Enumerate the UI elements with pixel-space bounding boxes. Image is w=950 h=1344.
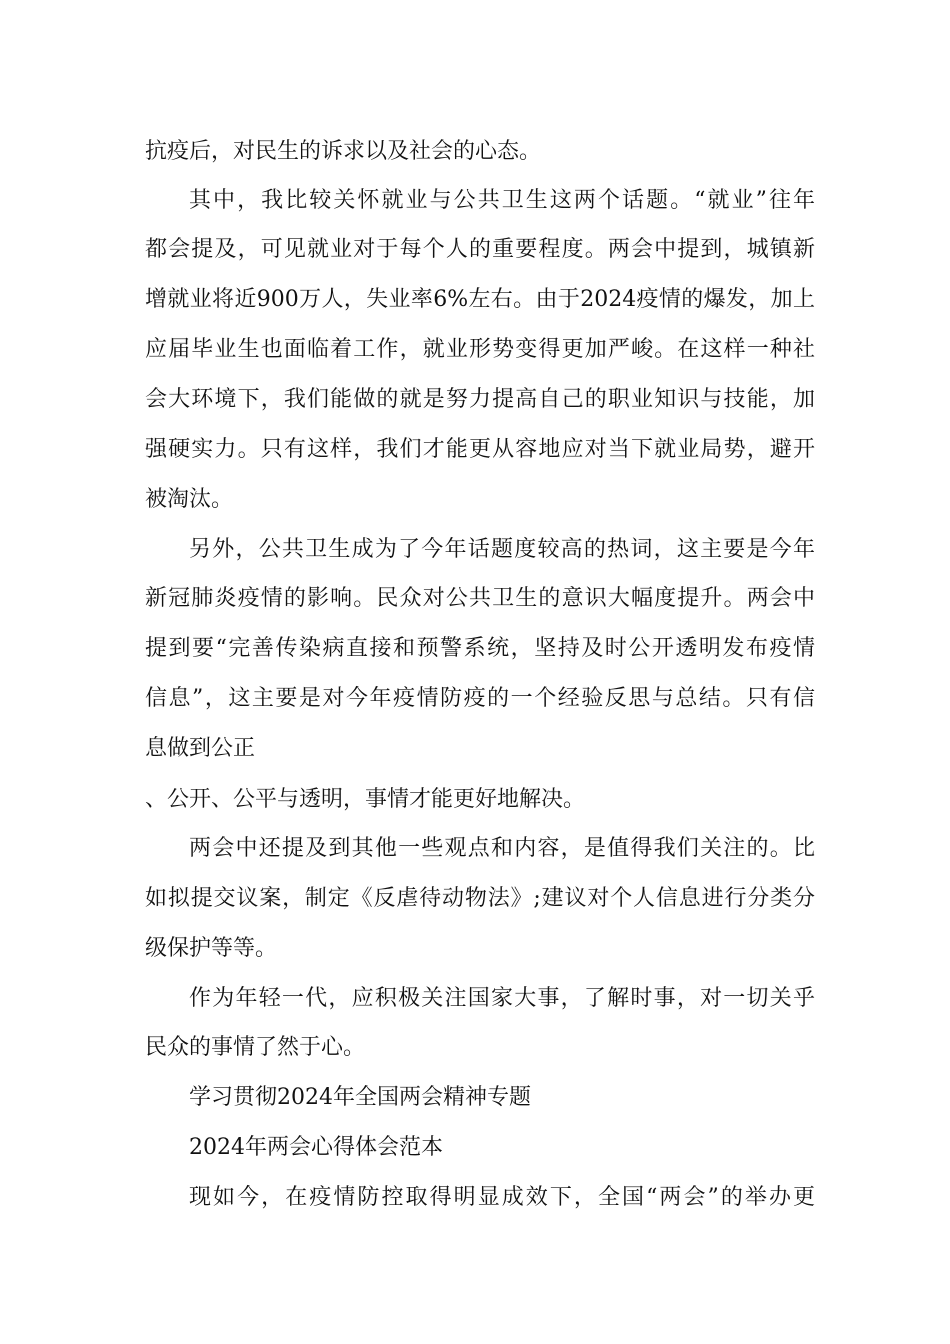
text-line: 新冠肺炎疫情的影响。民众对公共卫生的意识大幅度提升。两会中 xyxy=(145,586,815,611)
text-line: 应届毕业生也面临着工作，就业形势变得更加严峻。在这样一种社 xyxy=(145,337,815,362)
text-line: 都会提及，可见就业对于每个人的重要程度。两会中提到，城镇新 xyxy=(145,237,815,262)
text-line: 信息”，这主要是对今年疫情防疫的一个经验反思与总结。只有信 xyxy=(145,686,815,711)
text-line: 抗疫后，对民生的诉求以及社会的心态。 xyxy=(145,139,542,164)
text-line: 另外，公共卫生成为了今年话题度较高的热词，这主要是今年 xyxy=(189,537,815,562)
text-line: 提到要“完善传染病直接和预警系统，坚持及时公开透明发布疫情 xyxy=(145,636,815,661)
text-line: 级保护等等。 xyxy=(145,936,278,961)
text-line: 现如今，在疫情防控取得明显成效下，全国“两会”的举办更 xyxy=(189,1185,815,1210)
text-line: 作为年轻一代，应积极关注国家大事，了解时事，对一切关乎 xyxy=(189,986,815,1011)
section-title: 学习贯彻2024年全国两会精神专题 xyxy=(189,1085,531,1110)
text-line: 其中，我比较关怀就业与公共卫生这两个话题。“就业”往年 xyxy=(189,188,815,213)
text-line: 如拟提交议案，制定《反虐待动物法》;建议对个人信息进行分类分 xyxy=(145,886,815,911)
text-line: 会大环境下，我们能做的就是努力提高自己的职业知识与技能，加 xyxy=(145,387,815,412)
section-subtitle: 2024年两会心得体会范本 xyxy=(189,1135,443,1160)
text-line: 强硬实力。只有这样，我们才能更从容地应对当下就业局势，避开 xyxy=(145,437,815,462)
text-line: 息做到公正 xyxy=(145,736,256,761)
text-line: 、公开、公平与透明，事情才能更好地解决。 xyxy=(145,787,586,812)
text-line: 被淘汰。 xyxy=(145,487,234,512)
text-line: 民众的事情了然于心。 xyxy=(145,1035,366,1060)
text-line: 两会中还提及到其他一些观点和内容，是值得我们关注的。比 xyxy=(189,836,815,861)
text-line: 增就业将近900万人，失业率6%左右。由于2024疫情的爆发，加上 xyxy=(145,287,815,312)
